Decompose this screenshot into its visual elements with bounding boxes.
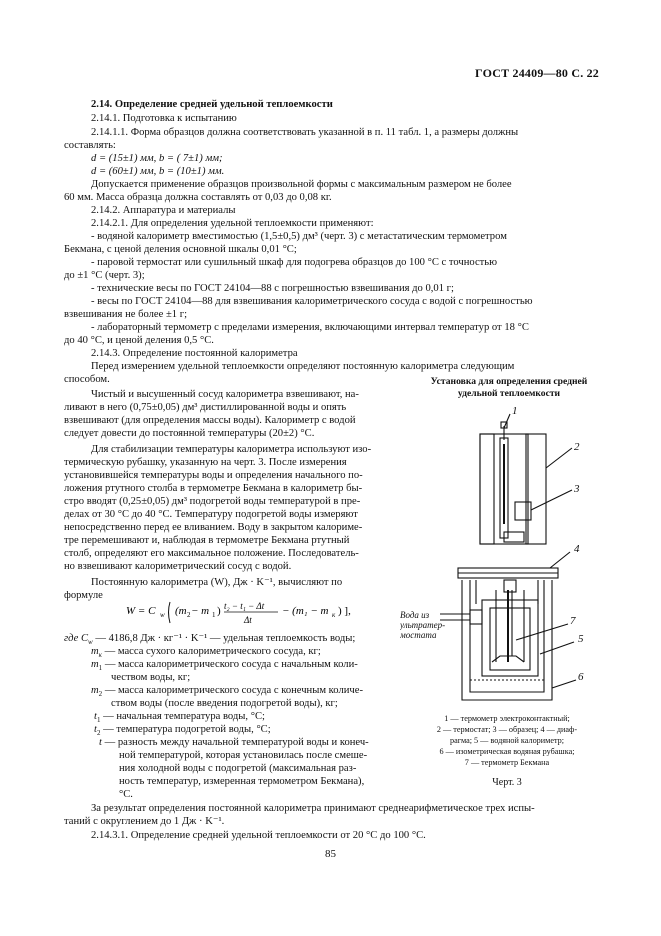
column-line: формуле	[64, 590, 103, 601]
figure-legend-line: 2 — термостат; 3 — образец; 4 — диаф-	[436, 725, 578, 734]
paragraph-line: - лабораторный термометр с пределами измерения, включающими интервал температур от 18 °С	[91, 322, 529, 333]
paragraph-line: до ±1 °С (черт. 3);	[64, 270, 145, 281]
svg-text:): )	[217, 605, 221, 617]
figure-legend-line: 6 — изометрическая водяная рубашка;	[439, 747, 575, 756]
column-line: ложения ртутного столба в термометре Бекмана в калориметр бы-	[64, 483, 363, 494]
figure-caption: Черт. 3	[492, 777, 522, 788]
column-line: взвешивают (для определения массы воды). Калориметр с водой	[64, 415, 356, 426]
paragraph-line: способом.	[64, 374, 110, 385]
figure-legend-line: 1 — термометр электроконтактный;	[444, 714, 570, 723]
calorimeter-constant-formula	[120, 592, 360, 630]
paragraph-line: 2.14.3. Определение постоянной калориметра	[91, 348, 298, 359]
column-line: столб, определяют его максимальное положение. Последователь-	[64, 548, 359, 559]
formula-fraction-num: t₂ − t₁ − Δt	[224, 601, 265, 611]
definition-line: $m_2$ — масса калориметрического сосуда с конечным количе-	[91, 685, 363, 699]
paragraph-line: Перед измерением удельной теплоемкости определяют постоянную калориметра следующим	[91, 361, 515, 372]
formula-term: (m	[175, 605, 187, 617]
column-line: термическую рубашку, указанную на черт. 3. После измерения	[64, 457, 347, 468]
callout-6: 6	[578, 671, 584, 683]
column-line: делах от 30 °С до 40 °С. Температуру подогретой воды измеряют	[64, 509, 358, 520]
definition-line: $m_к$ — масса сухого калориметрического сосуда, кг;	[91, 646, 321, 660]
column-line: стро вводят (0,25±0,05) дм³ подогретой воды температурой в пре-	[64, 496, 361, 507]
paragraph-line: 2.14.2.1. Для определения удельной теплоемкости применяют:	[91, 218, 374, 229]
paragraph-line: составлять:	[64, 140, 116, 151]
definition-line: $t_2$ — температура подогретой воды, °С;	[94, 724, 271, 738]
paragraph-line: 2.14.2. Аппаратура и материалы	[91, 205, 236, 216]
section-heading: 2.14. Определение средней удельной теплоемкости	[91, 99, 333, 110]
definition-line: ния холодной воды с подогретой (максимальная раз-	[119, 763, 357, 774]
definition-line: ной температурой, которая установилась после смеше-	[119, 750, 368, 761]
paragraph-line: d = (60±1) мм, b = (10±1) мм.	[91, 166, 225, 177]
formula-sub: к	[332, 611, 336, 619]
paragraph-line: d = (15±1) мм, b = ( 7±1) мм;	[91, 153, 223, 164]
paragraph-line: За результат определения постоянной калориметра принимают среднеарифметическое трех испы-	[91, 803, 535, 814]
page-header: ГОСТ 24409—80 С. 22	[475, 66, 599, 80]
column-line: Для стабилизации температуры калориметра используют изо-	[91, 444, 372, 455]
water-label-line: мостата	[400, 630, 437, 640]
figure-legend-line: 7 — термометр Бекмана	[464, 758, 550, 767]
column-line: следует довести до постоянной температуры (20±2) °С.	[64, 428, 315, 439]
definition-line: $t_1$ — начальная температура воды, °С;	[94, 711, 265, 725]
formula-end: ) ],	[338, 605, 351, 617]
definition-line: $m_1$ — масса калориметрического сосуда с начальным коли-	[91, 659, 358, 673]
callout-4: 4	[574, 543, 580, 555]
paragraph-line: 2.14.1. Подготовка к испытанию	[91, 113, 237, 124]
formula-fraction-den: Δt	[244, 615, 252, 625]
definition-line: ность температур, измеренная термометром Бекмана),	[119, 776, 365, 787]
paragraph-line: 2.14.1.1. Форма образцов должна соответствовать указанной в п. 11 табл. 1, а размеры должны	[91, 127, 519, 138]
paragraph-line: 2.14.3.1. Определение средней удельной теплоемкости от 20 °С до 100 °С.	[91, 830, 426, 841]
formula-term: − (m₁ − m	[282, 605, 329, 617]
figure-title: Установка для определения средней	[430, 376, 588, 387]
definition-line: чеством воды, кг;	[111, 672, 191, 683]
paragraph-line: - паровой термостат или сушильный шкаф для подогрева образцов до 100 °С с точностью	[91, 257, 498, 268]
paragraph-line: таний с округлением до 1 Дж · K⁻¹.	[64, 816, 225, 827]
column-line: установившейся температуры воды и определения начального по-	[64, 470, 363, 481]
formula-lhs: W = C	[126, 605, 156, 617]
callout-1: 1	[512, 405, 518, 417]
water-label-line: Вода из	[400, 610, 430, 620]
paragraph-line: 60 мм. Масса образца должна составлять от 0,03 до 0,08 кг.	[64, 192, 332, 203]
calorimeter-diagram	[400, 404, 610, 714]
paragraph-line: - технические весы по ГОСТ 24104—88 с погрешностью взвешивания до 0,01 г;	[91, 283, 454, 294]
svg-text:1: 1	[212, 611, 216, 619]
definition-line: где $C_w$ — 4186,8 Дж · кг⁻¹ · K⁻¹ — удельная теплоемкость воды;	[64, 633, 356, 647]
column-line: Постоянную калориметра (W), Дж · K⁻¹, вычисляют по	[91, 577, 343, 588]
callout-5: 5	[578, 633, 584, 645]
callout-7: 7	[570, 615, 576, 627]
column-line: непосредственно перед ее вливанием. Воду в закрытом калориме-	[64, 522, 363, 533]
figure-title: удельной теплоемкости	[457, 388, 561, 399]
definition-line: t — разность между начальной температурой воды и конеч-	[99, 737, 369, 748]
paragraph-line: - весы по ГОСТ 24104—88 для взвешивания калориметрического сосуда с водой с погрешностью	[91, 296, 533, 307]
column-line: но взвешивают калориметрический сосуд с водой.	[64, 561, 292, 572]
column-line: Чистый и высушенный сосуд калориметра взвешивают, на-	[91, 389, 359, 400]
paragraph-line: до 40 °С, и ценой деления 0,5 °С.	[64, 335, 214, 346]
formula-sub: w	[160, 611, 165, 619]
figure-legend-line: рагма; 5 — водяной калориметр;	[449, 736, 564, 745]
svg-text:2: 2	[187, 611, 191, 619]
paragraph-line: Бекмана, с ценой деления основной шкалы 0,01 °С;	[64, 244, 297, 255]
column-line: ливают в него (0,75±0,05) дм³ дистиллированной воды и опять	[64, 402, 347, 413]
paragraph-line: - водяной калориметр вместимостью (1,5±0,5) дм³ (черт. 3) с метастатическим термометром	[91, 231, 507, 242]
water-label-line: ультратер-	[400, 620, 446, 630]
column-line: тре перемешивают и, наблюдая в термометре Бекмана ртутный	[64, 535, 350, 546]
page-number: 85	[325, 848, 336, 860]
definition-line: °С.	[119, 789, 133, 800]
paragraph-line: взвешивания не более ±1 г;	[64, 309, 188, 320]
formula-term: − m	[191, 605, 210, 617]
paragraph-line: Допускается применение образцов произвольной формы с максимальным размером не более	[91, 179, 512, 190]
callout-2: 2	[574, 441, 580, 453]
callout-3: 3	[574, 483, 580, 495]
definition-line: ством воды (после введения подогретой воды), кг;	[111, 698, 338, 709]
